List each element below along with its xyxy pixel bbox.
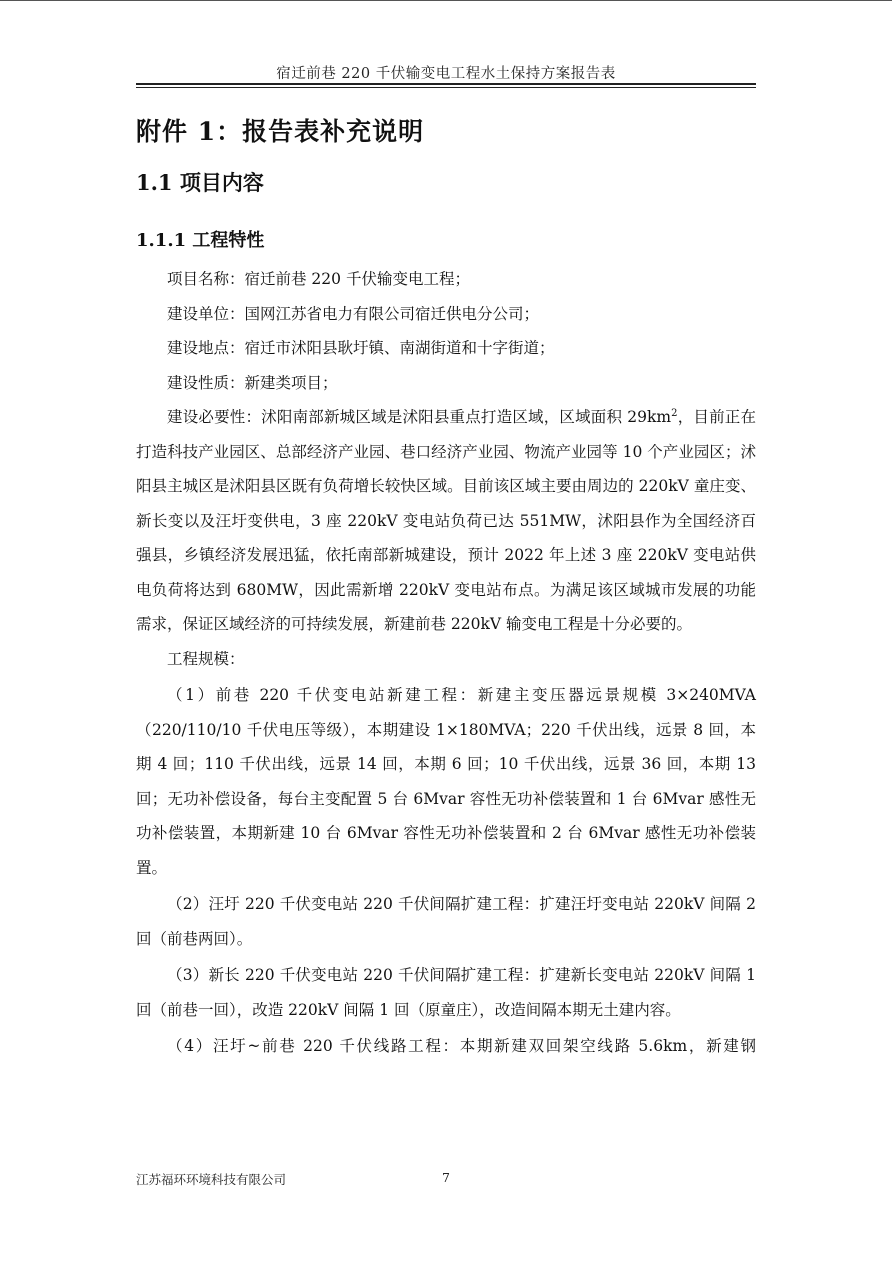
- necessity-paragraph: [136, 400, 756, 642]
- scale-item-3: （3）新长 220 千伏变电站 220 千伏间隔扩建工程：扩建新长变电站 220kV 间隔 1 回（前巷一回），改造 220kV 间隔 1 回（原童庄），改造间隔本期无土建内容。: [136, 966, 756, 1019]
- header-rule-thick: [136, 83, 756, 85]
- header-rule-thin: [136, 87, 756, 88]
- scale-item-1: （1）前巷 220 千伏变电站新建工程：新建主变压器远景规模 3×240MVA（220/110/10 千伏电压等级），本期建设 1×180MVA；220 千伏出线，远景 8 回，本期 4 回；110 千伏出线，远景 14 回，本期 6 回；10 千伏出线，远景 36 回，本期 13 回；无功补偿设备，每台主变配置 5 台 6Mvar 容性无功补偿装置和 1 台 6Mvar 感性无功补偿装置，本期新建 10 台 6Mvar 容性无功补偿装置和 2 台 6Mvar 感性无功补偿装置。: [136, 686, 756, 877]
- section-heading: 1.1 项目内容: [136, 170, 264, 195]
- project-name-paragraph: 项目名称：宿迁前巷 220 千伏输变电工程；: [167, 270, 470, 288]
- subsection-heading: 1.1.1 工程特性: [136, 230, 265, 251]
- location-paragraph: 建设地点：宿迁市沭阳县耿圩镇、南湖街道和十字街道；: [167, 339, 555, 357]
- page-number: 7: [442, 1170, 450, 1185]
- footer-company: 江苏福环环境科技有限公司: [136, 1172, 287, 1187]
- area-superscript: 2: [671, 407, 678, 419]
- running-header: 宿迁前巷 220 千伏输变电工程水土保持方案报告表: [276, 66, 616, 82]
- nature-paragraph: 建设性质：新建类项目；: [167, 373, 338, 392]
- scale-item-2: （2）汪圩 220 千伏变电站 220 千伏间隔扩建工程：扩建汪圩变电站 220kV 间隔 2 回（前巷两回）。: [136, 895, 756, 948]
- builder-paragraph: 建设单位：国网江苏省电力有限公司宿迁供电分公司；: [167, 304, 540, 323]
- necessity-text-a: 建设必要性：沭阳南部新城区域是沭阳县重点打造区域，区域面积 29km: [167, 408, 672, 426]
- page-top-border: [0, 0, 892, 1]
- necessity-text-b: ，目前正在打造科技产业园区、总部经济产业园、巷口经济产业园、物流产业园等 10 个产业园区；沭阳县主城区是沭阳县区既有负荷增长较快区域。目前该区域主要由周边的 220kV 童庄变、新长变以及汪圩变供电，3 座 220kV 变电站负荷已达 551MW，沭阳县作为全国经济百强县，乡镇经济发展迅猛，依托南部新城建设，预计 2022 年上述 3 座 220kV 变电站供电负荷将达到 680MW，因此需新增 220kV 变电站布点。为满足该区域城市发展的功能需求，保证区域经济的可持续发展，新建前巷 220kV 输变电工程是十分必要的。: [136, 408, 756, 633]
- body-text: [136, 262, 756, 1064]
- scale-item-4: （4）汪圩~前巷 220 千伏线路工程：本期新建双回架空线路 5.6km，新建钢: [167, 1037, 756, 1055]
- appendix-heading: 附件 1：报告表补充说明: [136, 117, 425, 146]
- scale-title-paragraph: 工程规模：: [167, 649, 245, 668]
